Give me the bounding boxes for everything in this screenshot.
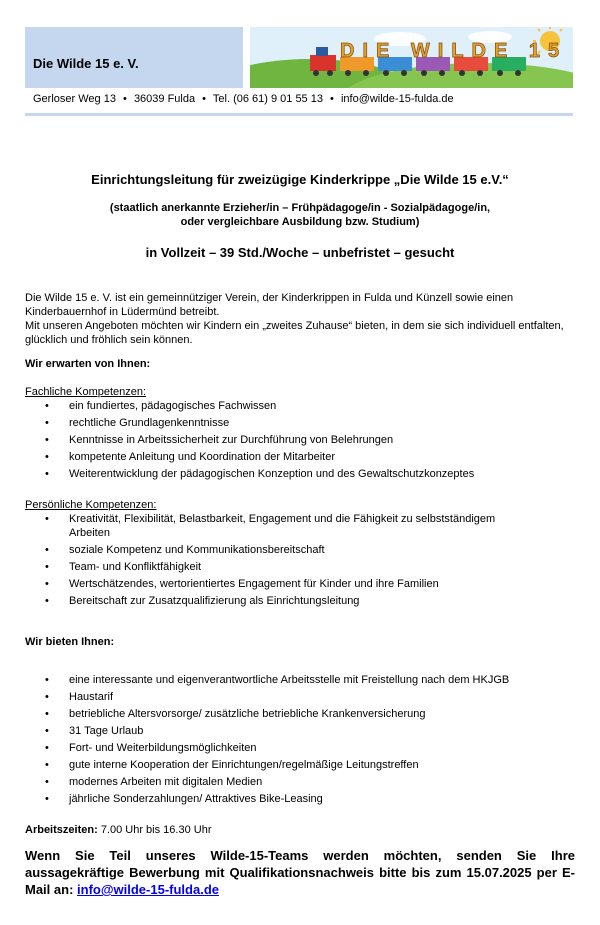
list-item: • modernes Arbeiten mit digitalen Medien [25, 775, 575, 789]
list-item: • Fort- und Weiterbildungsmöglichkeiten [25, 741, 575, 755]
list-item: • gute interne Kooperation der Einrichtungen/regelmäßige Leitungstreffen [25, 758, 575, 772]
cta-text: Wenn Sie Teil unseres Wilde-15-Teams werden möchten, senden Sie Ihre aussagekräftige Bewerbung mit Qualifikationsnachweis bitte bis zum 15.07.2025 per E-Mail an: [25, 848, 575, 897]
expect-heading: Wir erwarten von Ihnen: [25, 358, 151, 370]
separator: • [123, 93, 127, 105]
call-to-action [25, 847, 575, 898]
list-item: • jährliche Sonderzahlungen/ Attraktives Bike-Leasing [25, 792, 575, 806]
list-item: • Kreativität, Flexibilität, Belastbarkeit, Engagement und die Fähigkeit zu selbstständigem Arbeiten [25, 512, 575, 540]
list-item: • rechtliche Grundlagenkenntnisse [25, 416, 575, 430]
banner-logo-text: DIE WILDE 15 [340, 40, 568, 62]
working-hours [25, 823, 575, 837]
header-box [25, 27, 243, 88]
job-subtitle [0, 201, 600, 229]
hours-label: Arbeitszeiten: [25, 824, 98, 836]
address-street: Gerloser Weg 13 [33, 93, 116, 105]
fach-list [25, 399, 575, 481]
list-item: • eine interessante und eigenverantwortliche Arbeitsstelle mit Freistellung nach dem HKJGB [25, 673, 575, 687]
pers-list [25, 512, 575, 608]
list-item: • kompetente Anleitung und Koordination der Mitarbeiter [25, 450, 575, 464]
fach-heading: Fachliche Kompetenzen: [25, 386, 147, 398]
banner-illustration [250, 27, 573, 88]
separator: • [202, 93, 207, 105]
list-item: • Wertschätzendes, wertorientiertes Engagement für Kinder und ihre Familien [25, 577, 575, 591]
list-item: • Bereitschaft zur Zusatzqualifizierung als Einrichtungsleitung [25, 594, 575, 608]
address-city: 36039 Fulda [133, 93, 196, 105]
address-email[interactable]: info@wilde-15-fulda.de [340, 93, 454, 105]
pers-heading: Persönliche Kompetenzen: [25, 499, 157, 511]
list-item: • Team- und Konfliktfähigkeit [25, 560, 575, 574]
subtitle-line-2: oder vergleichbare Ausbildung bzw. Studium) [180, 216, 420, 228]
cta-email-link[interactable]: info@wilde-15-fulda.de [77, 882, 219, 897]
org-name: Die Wilde 15 e. V. [33, 56, 139, 71]
job-title: Einrichtungsleitung für zweizügige Kinderkrippe „Die Wilde 15 e.V.“ [91, 172, 509, 187]
list-item: • soziale Kompetenz und Kommunikationsbereitschaft [25, 543, 575, 557]
list-item: • Weiterentwicklung der pädagogischen Konzeption und des Gewaltschutzkonzeptes [25, 467, 575, 481]
list-item: • ein fundiertes, pädagogisches Fachwissen [25, 399, 575, 413]
hours-value: 7.00 Uhr bis 16.30 Uhr [100, 824, 212, 836]
separator: • [330, 93, 334, 105]
address-phone: Tel. (06 61) 9 01 55 13 [212, 93, 323, 105]
intro-paragraph-1: Die Wilde 15 e. V. ist ein gemeinnütziger Verein, der Kinderkrippen in Fulda und Künzell sowie einen Kinderbauernhof in Lüdermünd betreibt. [25, 292, 514, 318]
intro-paragraph-2: Mit unseren Angeboten möchten wir Kindern ein „zweites Zuhause“ bieten, in dem sie sich individuell entfalten, glücklich und fröhlich sein können. [25, 320, 564, 346]
list-item: • Kenntnisse in Arbeitssicherheit zur Durchführung von Belehrungen [25, 433, 575, 447]
offer-heading: Wir bieten Ihnen: [25, 636, 115, 648]
offer-list [25, 673, 575, 806]
content [25, 291, 575, 837]
employment-terms: in Vollzeit – 39 Std./Woche – unbefristet – gesucht [145, 245, 455, 260]
banner-svg [250, 27, 573, 88]
list-item: • betriebliche Altersvorsorge/ zusätzliche betriebliche Krankenversicherung [25, 707, 575, 721]
subtitle-line-1: (staatlich anerkannte Erzieher/in – Frühpädagoge/in - Sozialpädagoge/in, [109, 202, 491, 214]
header-divider [25, 113, 573, 116]
address-line [33, 93, 454, 105]
list-item: • 31 Tage Urlaub [25, 724, 575, 738]
list-item: • Haustarif [25, 690, 575, 704]
